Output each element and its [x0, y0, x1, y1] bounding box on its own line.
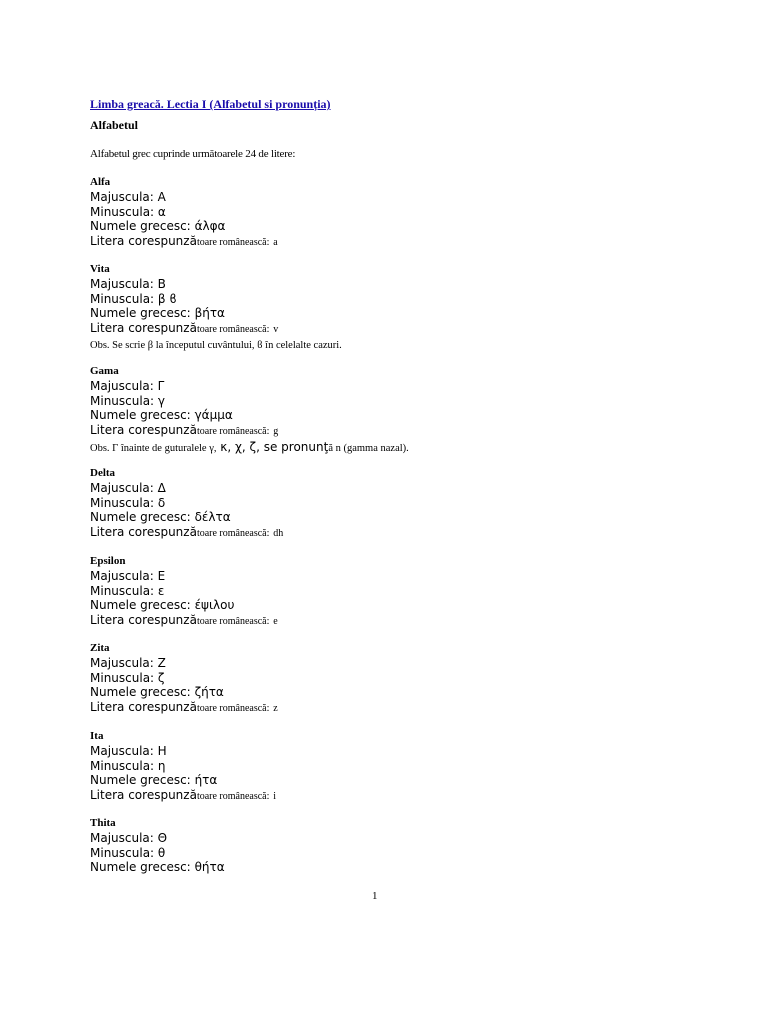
- letter-name: Epsilon: [90, 555, 126, 567]
- majuscula-value: Θ: [157, 831, 168, 845]
- greek-name-line: [90, 510, 283, 525]
- greek-name-value: βήτα: [194, 306, 225, 321]
- romanian-letter-value: e: [273, 616, 278, 628]
- letter-block-epsilon: [90, 555, 278, 630]
- romanian-letter-value: a: [273, 237, 278, 249]
- romanian-letter-label-end: toare românească:: [196, 237, 270, 249]
- greek-name-line: [90, 219, 278, 234]
- romanian-letter-label-end: toare românească:: [196, 528, 270, 540]
- letter-name: Delta: [90, 467, 116, 479]
- minuscula-value: ζ: [157, 670, 165, 685]
- majuscula-value: Δ: [157, 481, 166, 495]
- letter-name: Ita: [90, 730, 104, 742]
- minuscula-value: β ϐ: [157, 291, 177, 306]
- majuscula-line: [90, 831, 225, 846]
- romanian-letter-line: [90, 423, 409, 440]
- minuscula-value: θ: [157, 845, 166, 860]
- greek-name-label: Numele grecesc:: [90, 598, 191, 613]
- greek-name-label: Numele grecesc:: [90, 219, 191, 234]
- minuscula-line: [90, 496, 283, 511]
- majuscula-label: Majuscula:: [90, 379, 154, 393]
- romanian-letter-label-start: Litera corespunză: [90, 613, 197, 628]
- romanian-letter-label-end: toare românească:: [196, 324, 270, 336]
- greek-name-value: δέλτα: [194, 510, 231, 525]
- majuscula-value: Β: [157, 277, 166, 291]
- majuscula-label: Majuscula:: [90, 744, 154, 758]
- letter-block-delta: [90, 467, 283, 542]
- minuscula-value: δ: [157, 495, 166, 510]
- letter-name: Alfa: [90, 176, 111, 188]
- romanian-letter-line: [90, 788, 276, 805]
- greek-name-value: έψιλου: [194, 598, 235, 613]
- romanian-letter-value: v: [273, 324, 279, 336]
- greek-name-label: Numele grecesc:: [90, 306, 191, 321]
- romanian-letter-label-start: Litera corespunză: [90, 423, 197, 438]
- romanian-letter-value: dh: [273, 528, 284, 540]
- majuscula-label: Majuscula:: [90, 569, 154, 583]
- romanian-letter-value: g: [273, 426, 279, 438]
- romanian-letter-line: [90, 525, 283, 542]
- observation-end: ă n (gamma nazal).: [328, 442, 409, 454]
- minuscula-line: [90, 394, 409, 409]
- intro-paragraph: Alfabetul grec cuprinde următoarele 24 de litere:: [90, 148, 296, 160]
- lesson-title-link[interactable]: Limba greacă. Lectia I (Alfabetul si pronunția): [90, 97, 331, 111]
- majuscula-line: [90, 190, 278, 205]
- romanian-letter-label-start: Litera corespunză: [90, 234, 197, 249]
- letter-name: Gama: [90, 365, 119, 377]
- minuscula-label: Minuscula:: [90, 583, 155, 598]
- observation-middle: κ, χ, ζ, se pronunţ: [216, 439, 329, 454]
- minuscula-value: γ: [157, 393, 166, 408]
- letter-block-alfa: [90, 176, 278, 251]
- page-number: 1: [372, 890, 378, 902]
- minuscula-value: η: [157, 758, 166, 773]
- romanian-letter-value: i: [273, 791, 277, 803]
- romanian-letter-line: [90, 700, 278, 717]
- letter-block-gama: [90, 365, 409, 456]
- minuscula-label: Minuscula:: [90, 393, 155, 408]
- minuscula-label: Minuscula:: [90, 845, 155, 860]
- majuscula-value: Η: [157, 744, 167, 758]
- letter-name: Thita: [90, 817, 116, 829]
- greek-name-line: [90, 860, 225, 875]
- romanian-letter-label-end: toare românească:: [196, 703, 270, 715]
- romanian-letter-line: [90, 613, 278, 630]
- greek-name-label: Numele grecesc:: [90, 773, 191, 788]
- letter-block-ita: [90, 730, 276, 805]
- observation-note: Obs. Se scrie β la începutul cuvântului, ϐ în celelalte cazuri.: [90, 339, 342, 351]
- romanian-letter-label-start: Litera corespunză: [90, 525, 197, 540]
- letter-block-thita: [90, 817, 225, 875]
- romanian-letter-label-end: toare românească:: [196, 791, 270, 803]
- greek-name-line: [90, 306, 342, 321]
- minuscula-line: [90, 205, 278, 220]
- greek-name-line: [90, 685, 278, 700]
- majuscula-label: Majuscula:: [90, 656, 154, 670]
- greek-name-line: [90, 773, 276, 788]
- romanian-letter-line: [90, 234, 278, 251]
- observation-start: Obs. Γ înainte de guturalele γ,: [90, 442, 217, 454]
- majuscula-label: Majuscula:: [90, 277, 154, 291]
- minuscula-value: ε: [157, 583, 165, 598]
- minuscula-line: [90, 759, 276, 774]
- romanian-letter-label-end: toare românească:: [196, 426, 270, 438]
- majuscula-value: Α: [157, 190, 166, 204]
- section-heading: Alfabetul: [90, 118, 138, 132]
- romanian-letter-label-start: Litera corespunză: [90, 788, 197, 803]
- greek-name-value: άλφα: [194, 219, 226, 234]
- greek-name-line: [90, 408, 409, 423]
- minuscula-label: Minuscula:: [90, 291, 155, 306]
- minuscula-line: [90, 292, 342, 307]
- majuscula-line: [90, 569, 278, 584]
- romanian-letter-label-start: Litera corespunză: [90, 321, 197, 336]
- romanian-letter-line: [90, 321, 342, 338]
- greek-name-label: Numele grecesc:: [90, 510, 191, 525]
- greek-name-value: ήτα: [194, 773, 218, 788]
- minuscula-label: Minuscula:: [90, 204, 155, 219]
- majuscula-value: Ζ: [157, 656, 166, 670]
- romanian-letter-label-start: Litera corespunză: [90, 700, 197, 715]
- letter-block-zita: [90, 642, 278, 717]
- majuscula-label: Majuscula:: [90, 831, 154, 845]
- romanian-letter-value: z: [273, 703, 278, 715]
- greek-name-line: [90, 598, 278, 613]
- greek-name-label: Numele grecesc:: [90, 685, 191, 700]
- greek-name-label: Numele grecesc:: [90, 408, 191, 423]
- majuscula-value: Ε: [157, 569, 166, 583]
- majuscula-line: [90, 481, 283, 496]
- greek-name-value: θήτα: [194, 860, 225, 875]
- romanian-letter-label-end: toare românească:: [196, 616, 270, 628]
- greek-name-value: ζήτα: [194, 685, 224, 700]
- greek-name-value: γάμμα: [194, 408, 233, 423]
- minuscula-label: Minuscula:: [90, 758, 155, 773]
- minuscula-label: Minuscula:: [90, 670, 155, 685]
- minuscula-line: [90, 671, 278, 686]
- majuscula-line: [90, 379, 409, 394]
- majuscula-label: Majuscula:: [90, 190, 154, 204]
- minuscula-line: [90, 584, 278, 599]
- observation-note: [90, 440, 409, 456]
- greek-name-label: Numele grecesc:: [90, 860, 191, 875]
- letter-block-vita: [90, 263, 342, 353]
- majuscula-line: [90, 656, 278, 671]
- majuscula-value: Γ: [157, 379, 165, 393]
- minuscula-value: α: [157, 204, 166, 219]
- letter-name: Vita: [90, 263, 110, 275]
- minuscula-line: [90, 846, 225, 861]
- minuscula-label: Minuscula:: [90, 495, 155, 510]
- majuscula-line: [90, 277, 342, 292]
- majuscula-line: [90, 744, 276, 759]
- letter-name: Zita: [90, 642, 110, 654]
- majuscula-label: Majuscula:: [90, 481, 154, 495]
